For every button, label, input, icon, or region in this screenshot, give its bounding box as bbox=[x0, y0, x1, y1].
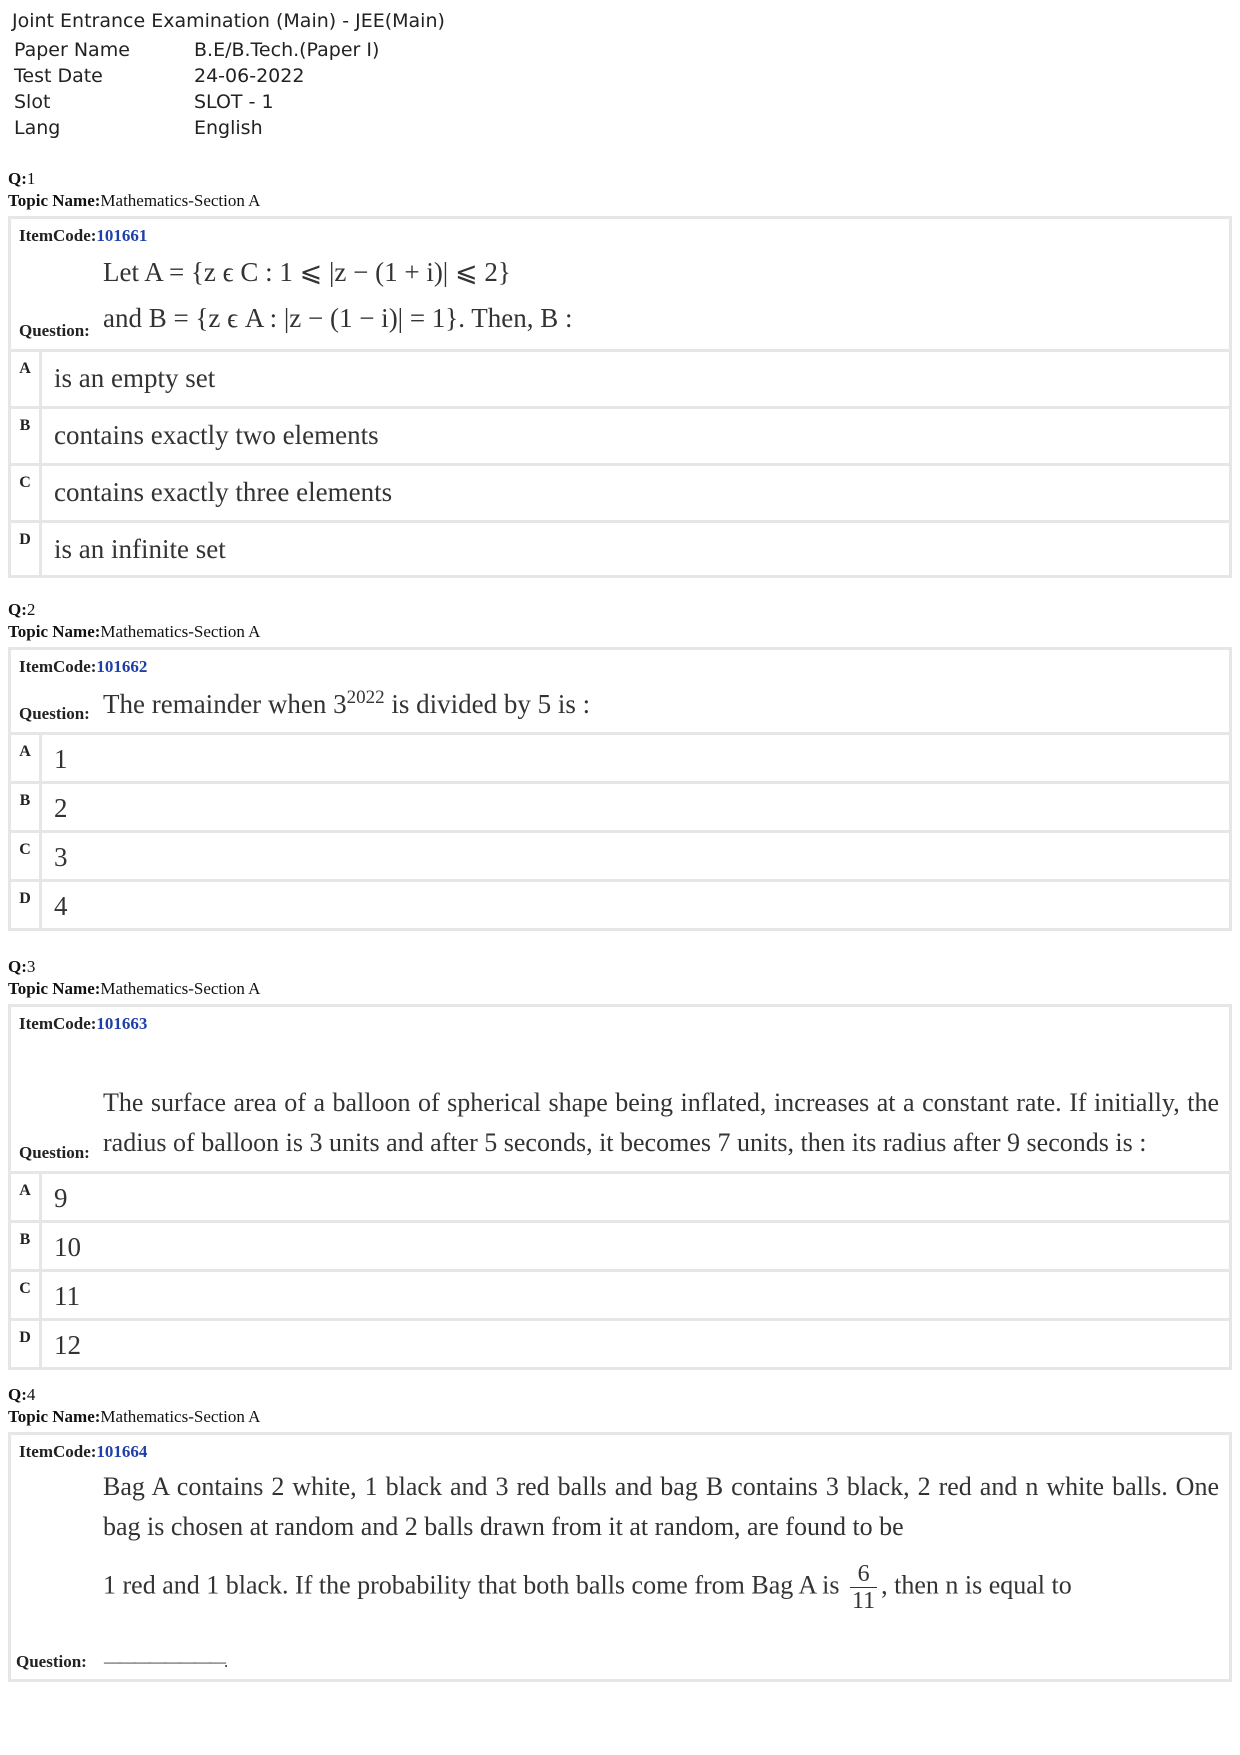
option-a[interactable]: A is an empty set bbox=[11, 352, 1229, 409]
question-row bbox=[16, 1652, 226, 1672]
info-value: B.E/B.Tech.(Paper I) bbox=[194, 39, 380, 61]
question-block-2 bbox=[8, 599, 1232, 931]
question-number: Q:3 bbox=[8, 957, 36, 976]
question-block-4 bbox=[8, 1384, 1232, 1682]
fraction: $\frac{6}{11}$ bbox=[852, 1561, 876, 1614]
question-text: The remainder when $3^{2022}$ is divided by 5 is : bbox=[103, 687, 591, 719]
question-box bbox=[8, 216, 1232, 578]
info-key: Slot bbox=[14, 91, 51, 113]
option-c[interactable]: C contains exactly three elements bbox=[11, 466, 1229, 523]
info-row bbox=[14, 89, 379, 115]
option-a[interactable]: A 1 bbox=[11, 735, 1229, 784]
exam-title: Joint Entrance Examination (Main) - JEE(Main) bbox=[12, 10, 445, 32]
item-code: ItemCode:101661 bbox=[19, 226, 148, 245]
topic-name: Topic Name:Mathematics-Section A bbox=[8, 191, 261, 210]
item-code: ItemCode:101664 bbox=[19, 1442, 148, 1461]
option-b[interactable]: B 10 bbox=[11, 1223, 1229, 1272]
question-box bbox=[8, 1004, 1232, 1370]
topic-name: Topic Name:Mathematics-Section A bbox=[8, 1407, 261, 1426]
question-label: Question: bbox=[19, 321, 90, 340]
question-label: Question: bbox=[19, 704, 90, 723]
question-row bbox=[11, 249, 1229, 352]
option-b[interactable]: B 2 bbox=[11, 784, 1229, 833]
option-d[interactable]: D 4 bbox=[11, 882, 1229, 928]
exponent: 2022 bbox=[346, 687, 385, 708]
item-code: ItemCode:101662 bbox=[19, 657, 148, 676]
question-block-3 bbox=[8, 956, 1232, 1370]
item-code: ItemCode:101663 bbox=[19, 1014, 148, 1033]
info-key: Test Date bbox=[14, 65, 103, 87]
info-value: English bbox=[194, 117, 263, 139]
topic-name: Topic Name:Mathematics-Section A bbox=[8, 622, 261, 641]
question-number: Q:4 bbox=[8, 1385, 36, 1404]
question-text: The surface area of a balloon of spherical shape being inflated, increases at a constant rate. If initially, the radius of balloon is 3 units and after 5 seconds, it becomes 7 units, then its radius after 9 seconds is : bbox=[103, 1088, 1219, 1157]
question-block-1 bbox=[8, 168, 1232, 578]
info-row bbox=[14, 63, 379, 89]
info-key: Paper Name bbox=[14, 39, 130, 61]
option-d[interactable]: D 12 bbox=[11, 1321, 1229, 1367]
topic-name: Topic Name:Mathematics-Section A bbox=[8, 979, 261, 998]
option-d[interactable]: D is an infinite set bbox=[11, 523, 1229, 575]
option-b[interactable]: B contains exactly two elements bbox=[11, 409, 1229, 466]
option-c[interactable]: C 3 bbox=[11, 833, 1229, 882]
question-row bbox=[11, 680, 1229, 735]
question-row bbox=[11, 1037, 1229, 1174]
question-label: Question: bbox=[19, 1143, 90, 1162]
info-value: SLOT - 1 bbox=[194, 91, 274, 113]
answer-blank: ————————. bbox=[104, 1652, 227, 1671]
question-label: Question: bbox=[16, 1652, 87, 1671]
question-text: Let A = {z ϵ C : 1 ⩽ |z − (1 + i)| ⩽ 2} and B = {z ϵ A : |z − (1 − i)| = 1}. Then, B : bbox=[103, 257, 573, 333]
info-row bbox=[14, 37, 379, 63]
question-number: Q:2 bbox=[8, 600, 36, 619]
question-box bbox=[8, 1432, 1232, 1682]
question-box bbox=[8, 647, 1232, 931]
option-a[interactable]: A 9 bbox=[11, 1174, 1229, 1223]
info-key: Lang bbox=[14, 117, 61, 139]
exam-info-table bbox=[14, 37, 379, 141]
option-c[interactable]: C 11 bbox=[11, 1272, 1229, 1321]
info-value: 24-06-2022 bbox=[194, 65, 305, 87]
info-row bbox=[14, 115, 379, 141]
question-text: Bag A contains 2 white, 1 black and 3 red balls and bag B contains 3 black, 2 red and n white balls. One bag is chosen at random and 2 balls drawn from it at random, are found to be 1 red and 1 black. If the probability that both balls come from Bag A is $\frac{6}{11}$ , then n is equal to bbox=[103, 1472, 1219, 1614]
question-number: Q:1 bbox=[8, 169, 36, 188]
exam-header bbox=[12, 8, 445, 141]
